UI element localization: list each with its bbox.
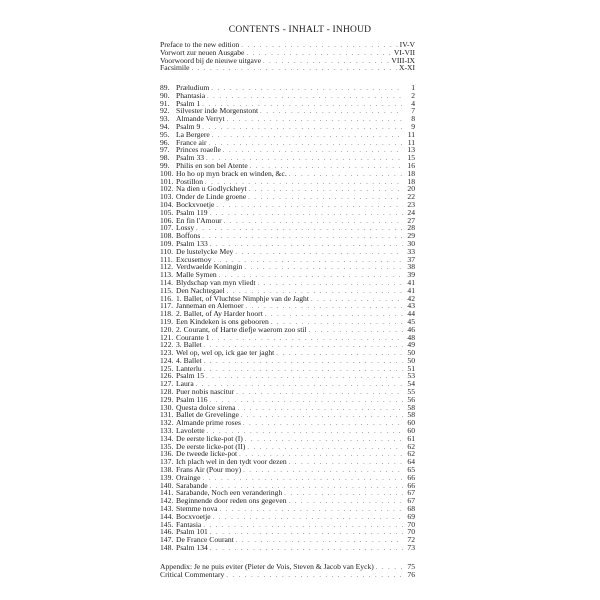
entry-text: Phantasia [176, 90, 206, 100]
page-number: VIII-IX [391, 55, 415, 65]
front-matter-item [160, 57, 415, 65]
dot-leader [196, 226, 403, 234]
dot-leader [213, 515, 403, 523]
entry-number: 118. [160, 309, 174, 319]
entry-text: Fantasia [176, 519, 202, 529]
dot-leader [207, 94, 403, 102]
entry-number: 109. [160, 238, 174, 248]
entry-text: Questa dolce sirena [176, 402, 236, 412]
entry-number: 100. [160, 168, 174, 178]
dot-leader [212, 133, 403, 141]
page-number: 33 [407, 246, 415, 256]
entry-text: Malle Symen [176, 270, 217, 280]
entry-number: 133. [160, 426, 174, 436]
page-number: 38 [407, 262, 415, 272]
entry-text: Philis en son bel Atente [176, 160, 248, 170]
entry-text: Bocxvoetje [176, 511, 211, 521]
entry-text: France air [176, 137, 207, 147]
entry-number: 123. [160, 348, 174, 358]
page-number: 66 [407, 472, 415, 482]
entry-number: 147. [160, 535, 174, 545]
entry-text: Psalm 133 [176, 238, 208, 248]
page-number: 75 [407, 562, 415, 571]
dot-leader [289, 172, 403, 180]
entry-number: 96. [160, 137, 170, 147]
entry-text: Lanterlu [176, 363, 202, 373]
page-number: 70 [407, 519, 415, 529]
entry-text: Psalm 116 [176, 394, 208, 404]
entry-text: En fin l'Amour [176, 215, 222, 225]
entry-title [160, 544, 208, 552]
entry-text: Ballet de Grevelinge [176, 410, 239, 420]
page-number: 44 [407, 309, 415, 319]
dot-leader [202, 476, 403, 484]
entry-number: 131. [160, 410, 174, 420]
entry-text: Wel op, wel op, ick gae ter jaght [176, 348, 275, 358]
entry-text: Postillon [176, 176, 204, 186]
entry-number: 95. [160, 129, 170, 139]
page-number: 55 [407, 387, 415, 397]
entry-number: 93. [160, 114, 170, 124]
dot-leader [210, 530, 403, 538]
dot-leader [258, 281, 403, 289]
dot-leader [210, 398, 403, 406]
page-number: 51 [407, 363, 415, 373]
entry-text: Lossy [176, 223, 195, 233]
entry-text: Bockxvoetje [176, 199, 215, 209]
entry-number: 127. [160, 379, 174, 389]
dot-leader [237, 406, 403, 414]
entry-text: De France Courant [176, 535, 234, 545]
entry-number: 92. [160, 106, 170, 116]
list-item [160, 217, 415, 225]
dot-leader [247, 445, 403, 453]
back-matter-list [160, 563, 415, 579]
list-item [160, 544, 415, 552]
page-number: 18 [407, 168, 415, 178]
entry-text: Na dien u Godlyckheyt [176, 184, 247, 194]
entry-text: Den Nachtegael [176, 285, 225, 295]
page-number: 64 [407, 457, 415, 467]
entry-number: 90. [160, 90, 170, 100]
entry-text: Ho ho op myn brack en winden, &c. [176, 168, 287, 178]
page-number: 48 [407, 332, 415, 342]
entry-title: Critical Commentary [160, 569, 225, 579]
entry-number: 116. [160, 293, 174, 303]
page-number: 56 [407, 394, 415, 404]
entry-text: Princes roaeſle [176, 145, 221, 155]
dot-leader [246, 51, 391, 59]
page-number: 15 [407, 153, 415, 163]
dot-leader [223, 148, 403, 156]
entry-number: 115. [160, 285, 174, 295]
page-number: 62 [407, 449, 415, 459]
entry-number: 113. [160, 270, 174, 280]
dot-leader [309, 328, 403, 336]
entry-number: 99. [160, 160, 170, 170]
entry-text: 1. Ballet, of Vluchtse Nimphje van de Jaght [176, 293, 309, 303]
entry-text: Silvester inde Morgenstont [176, 106, 259, 116]
dot-leader [210, 211, 403, 219]
dot-leader [376, 565, 403, 573]
page-number: 28 [407, 223, 415, 233]
dot-leader [206, 374, 403, 382]
dot-leader [241, 413, 403, 421]
page-number: 45 [407, 316, 415, 326]
page-number: 11 [407, 129, 415, 139]
entry-title: Facsimile [160, 63, 190, 73]
entry-text: Sarabande [176, 480, 208, 490]
entry-number: 98. [160, 153, 170, 163]
entry-number: 124. [160, 355, 174, 365]
dot-leader [226, 573, 403, 581]
dot-leader [276, 351, 403, 359]
page-number: 70 [407, 527, 415, 537]
entry-number: 138. [160, 465, 174, 475]
dot-leader [192, 66, 397, 74]
entry-text: Psalm 33 [176, 153, 205, 163]
page-number: 9 [411, 121, 415, 131]
entry-text: Beginnende door reden ons gegeven [176, 496, 287, 506]
page-number: 41 [407, 277, 415, 287]
page-number: 7 [411, 106, 415, 116]
entry-number: 117. [160, 301, 174, 311]
entry-number: 143. [160, 504, 174, 514]
dot-leader [260, 109, 403, 117]
page-number: 11 [407, 137, 415, 147]
dot-leader [289, 499, 404, 507]
page-number: 58 [407, 402, 415, 412]
entry-number: 135. [160, 441, 174, 451]
dot-leader [212, 336, 403, 344]
page-number: 20 [407, 184, 415, 194]
page-number: 61 [407, 433, 415, 443]
dot-leader [211, 86, 403, 94]
page-number: 43 [407, 301, 415, 311]
dot-leader [289, 460, 403, 468]
dot-leader [224, 219, 403, 227]
page-number: 30 [407, 238, 415, 248]
entry-number: 107. [160, 223, 174, 233]
entry-number: 140. [160, 480, 174, 490]
page-number: 72 [407, 535, 415, 545]
page-number: 24 [407, 207, 415, 217]
entry-number: 102. [160, 184, 174, 194]
dot-leader [244, 265, 403, 273]
entry-number: 126. [160, 371, 174, 381]
dot-leader [236, 538, 403, 546]
page-number: 53 [407, 371, 415, 381]
entry-number: 105. [160, 207, 174, 217]
page-number: 4 [411, 98, 415, 108]
dot-leader [202, 125, 403, 133]
dot-leader [210, 546, 403, 554]
entry-text: Ich plach wel in den tydt voor dezen [176, 457, 287, 467]
page-number: 58 [407, 410, 415, 420]
entry-text: Verdwaelde Koningin [176, 262, 243, 272]
entry-number: 132. [160, 418, 174, 428]
page-number: 60 [407, 418, 415, 428]
page-number: 67 [407, 496, 415, 506]
page-number: 41 [407, 285, 415, 295]
entry-text: Onder de Linde groene [176, 192, 247, 202]
entry-text: Puer nobis nascitur [176, 387, 235, 397]
dot-leader [216, 203, 403, 211]
entry-title: Vorwort zur neuen Ausgabe [160, 47, 245, 57]
dot-leader [241, 43, 397, 51]
entry-number: 137. [160, 457, 174, 467]
entry-text: De eerste licke-pot (II) [176, 441, 246, 451]
entry-text: De lustelycke Mey [176, 246, 234, 256]
entry-number: 142. [160, 496, 174, 506]
entry-number: 121. [160, 332, 174, 342]
page-number: 69 [407, 511, 415, 521]
entry-number: 128. [160, 387, 174, 397]
dot-leader [227, 117, 403, 125]
page-number: 16 [407, 160, 415, 170]
page-number: 73 [407, 543, 415, 553]
entry-text: Almande prime roses [176, 418, 241, 428]
page-number: VI-VII [393, 47, 415, 57]
page-number: 1 [411, 83, 415, 92]
entry-number: 148. [160, 543, 174, 553]
entry-text: Psalm 9 [176, 121, 201, 131]
page-number: 22 [407, 192, 415, 202]
dot-leader [204, 359, 403, 367]
entry-number: 146. [160, 527, 174, 537]
entry-number: 136. [160, 449, 174, 459]
entry-text: Lavolette [176, 426, 205, 436]
entry-text: Psalm 134 [176, 543, 208, 553]
entry-number: 125. [160, 363, 174, 373]
entry-number: 120. [160, 324, 174, 334]
entry-text: Psalm 119 [176, 207, 208, 217]
entry-text: 4. Ballet [176, 355, 202, 365]
page-number: 37 [407, 254, 415, 264]
entry-number: 110. [160, 246, 174, 256]
dot-leader [202, 234, 403, 242]
page-number: 42 [407, 293, 415, 303]
entry-number: 141. [160, 488, 174, 498]
entry-text: Laura [176, 379, 194, 389]
dot-leader [236, 390, 403, 398]
entry-text: Psalm 15 [176, 371, 205, 381]
entry-title: Appendix: Je ne puis eviter (Pieter de Vois, Steven & Jacob van Eyck) [160, 562, 374, 571]
entry-text: Præludium [176, 83, 210, 92]
entry-title: Preface to the new edition [160, 40, 240, 49]
page-number: 50 [407, 348, 415, 358]
dot-leader [245, 304, 403, 312]
entry-text: Boffons [176, 231, 201, 241]
entry-number: 108. [160, 231, 174, 241]
entry-title: Voorwoord bij de nieuwe uitgave [160, 55, 262, 65]
entry-text: Janneman en Alemoer [176, 301, 244, 311]
dot-leader [243, 421, 403, 429]
entry-number: 139. [160, 472, 174, 482]
entry-text: De eerste licke-pot (I) [176, 433, 243, 443]
list-item [160, 372, 415, 380]
page-number: 60 [407, 426, 415, 436]
entry-number: 97. [160, 145, 170, 155]
entry-text: 3. Ballet [176, 340, 202, 350]
entry-number: 91. [160, 98, 170, 108]
entry-number: 145. [160, 519, 174, 529]
entry-number: 112. [160, 262, 174, 272]
page-number: 65 [407, 465, 415, 475]
dot-leader [265, 312, 403, 320]
entry-number: 130. [160, 402, 174, 412]
entry-text: Excusemoy [176, 254, 212, 264]
page-number: 13 [407, 145, 415, 155]
dot-leader [203, 523, 403, 531]
page-number: 68 [407, 504, 415, 514]
page-number: 50 [407, 355, 415, 365]
dot-leader [311, 297, 403, 305]
dot-leader [235, 250, 403, 258]
page-number: X-XI [398, 63, 415, 73]
entry-number: 106. [160, 215, 174, 225]
entry-text: 2. Courant, of Harte diefje waerom zoo stil [176, 324, 307, 334]
dot-leader [220, 507, 403, 515]
front-matter-list [160, 41, 415, 72]
entry-text: Orainge [176, 472, 201, 482]
entry-number: 129. [160, 394, 174, 404]
entry-number: 104. [160, 199, 174, 209]
page-number: 23 [407, 199, 415, 209]
dot-leader [243, 468, 403, 476]
dot-leader [209, 141, 403, 149]
entry-number: 111. [160, 254, 173, 264]
entry-text: Psalm 101 [176, 527, 208, 537]
dot-leader [210, 242, 403, 250]
entry-text: Blydschap van myn vliedt [176, 277, 256, 287]
entry-text: Courante 1 [176, 332, 210, 342]
entry-number: 101. [160, 176, 174, 186]
page-number: 29 [407, 231, 415, 241]
front-matter-item [160, 64, 415, 72]
page-number: 54 [407, 379, 415, 389]
entry-text: Sarabande, Noch een veranderingh [176, 488, 283, 498]
entry-number: 114. [160, 277, 174, 287]
entry-text: Frans Air (Pour moy) [176, 465, 242, 475]
entry-number: 122. [160, 340, 174, 350]
dot-leader [249, 187, 403, 195]
page-number: 62 [407, 441, 415, 451]
entry-number: 89. [160, 83, 170, 92]
page-title: CONTENTS - INHALT - INHOUD [228, 25, 372, 35]
entry-text: La Bergere [176, 129, 210, 139]
entry-text: Psalm 1 [176, 98, 201, 108]
dot-leader [284, 491, 403, 499]
entry-text: Stemme nova [176, 504, 218, 514]
dot-leader [245, 437, 403, 445]
page-number: 8 [411, 114, 415, 124]
dot-leader [204, 367, 403, 375]
dot-leader [248, 195, 403, 203]
entry-text: De tweede licke-pot [176, 449, 238, 459]
entry-number: 103. [160, 192, 174, 202]
page-number: 66 [407, 480, 415, 490]
page-number: IV-V [399, 40, 415, 49]
dot-leader [263, 59, 389, 67]
contents-list [160, 84, 415, 552]
entry-number: 94. [160, 121, 170, 131]
entry-text: Almande Verryt [176, 114, 225, 124]
entry-number: 144. [160, 511, 174, 521]
entry-text: Een Kindeken is ons gebooren [176, 316, 269, 326]
page-number: 67 [407, 488, 415, 498]
page-number: 46 [407, 324, 415, 334]
entry-text: 2. Ballet, of Ay Harder hoort [176, 309, 263, 319]
page-number: 76 [407, 569, 415, 579]
page-number: 2 [411, 90, 415, 100]
page-number: 39 [407, 270, 415, 280]
entry-number: 119. [160, 316, 174, 326]
page-number: 49 [407, 340, 415, 350]
page-number: 18 [407, 176, 415, 186]
commentary-entry [160, 571, 415, 579]
entry-number: 134. [160, 433, 174, 443]
page-number: 27 [407, 215, 415, 225]
